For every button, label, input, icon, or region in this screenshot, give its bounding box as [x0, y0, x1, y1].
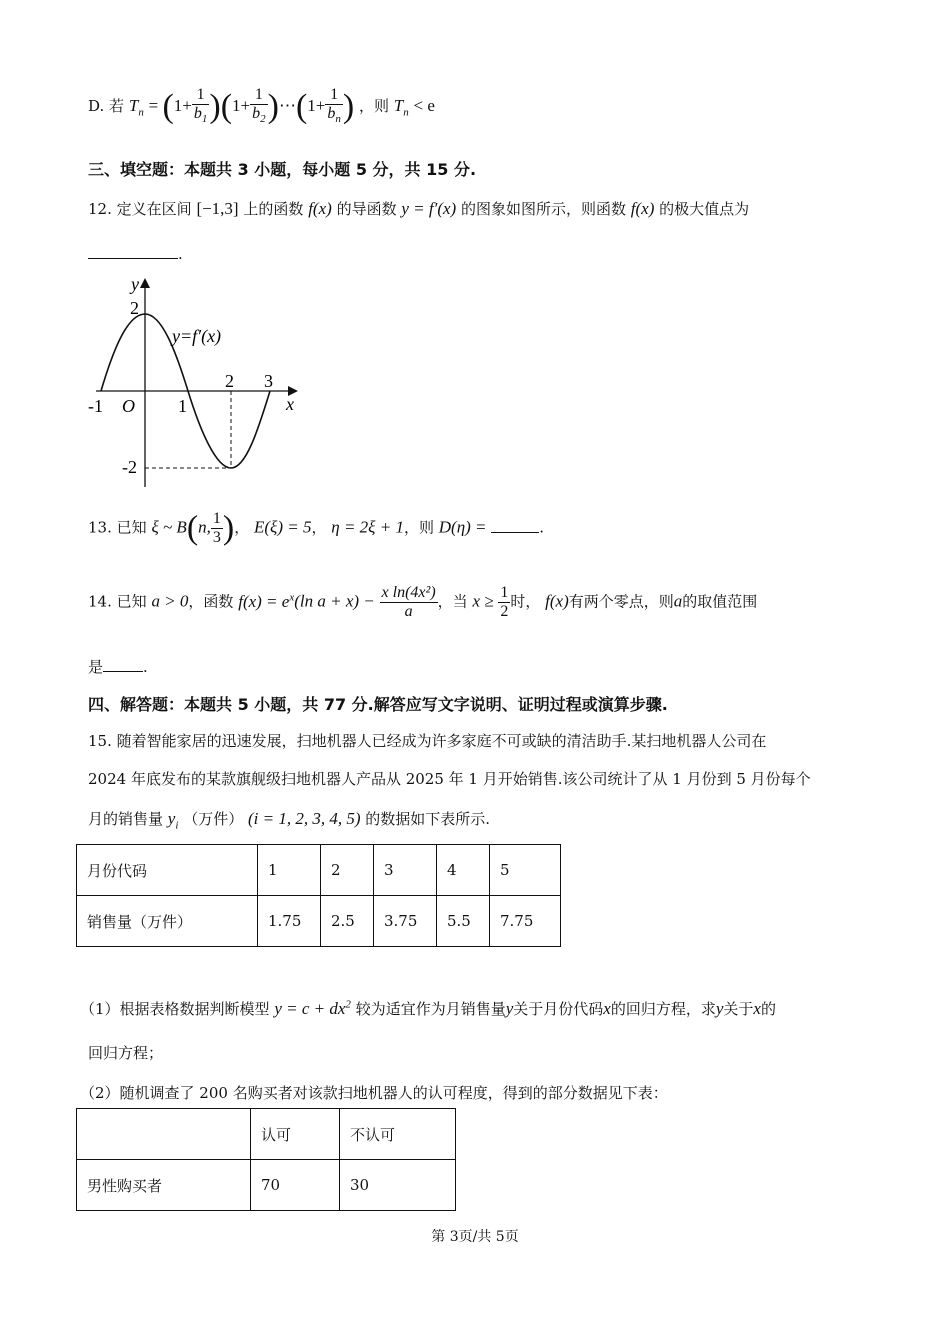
table-cell: 男性购买者 [77, 1160, 251, 1211]
fraction-half: $\frac{1}{2}$ [500, 584, 509, 620]
table-cell: 销售量（万件） [77, 896, 258, 947]
table-cell: 3 [374, 845, 437, 896]
expectation-expr: E(ξ) = 5 [254, 517, 312, 537]
table-cell: 2 [321, 845, 374, 896]
option-d-text: 若 [109, 97, 125, 116]
curve-label: y=f′(x) [172, 326, 222, 346]
binomial-expr: ξ ~ B [151, 517, 187, 537]
function-expr-2: (ln a + x) − [294, 591, 375, 611]
q15-line-3 [88, 808, 490, 831]
param-a: a [673, 591, 683, 611]
tick-label-x2: 2 [225, 371, 234, 391]
sales-table [76, 844, 561, 947]
part1-text: 关于月份代码 [513, 1000, 604, 1018]
part1-text: 关于 [723, 1000, 754, 1018]
part1-text: 的回归方程，求 [610, 1000, 716, 1018]
eta-expr: η = 2ξ + 1 [331, 517, 404, 537]
table-cell: 5 [490, 845, 561, 896]
function-f: f(x) [308, 199, 332, 218]
blank [103, 671, 143, 672]
q15-line-2: 2024 年底发布的某款旗舰级扫地机器人产品从 2025 年 1 月开始销售.该公司统计了从 1 月份到 5 月份每个 [88, 770, 811, 788]
tick-label-minus-1: -1 [88, 396, 103, 416]
derivative-graph [86, 272, 306, 494]
one-plus: 1+ [307, 96, 326, 116]
question-12 [88, 198, 749, 219]
tn-symbol: $T_n$ [128, 96, 144, 119]
fraction-b1: $\frac{1}{b_1}$ [193, 86, 208, 126]
q14-text: 时， [510, 592, 541, 611]
function-expr: $f(x) = e^x$ [238, 590, 295, 611]
period: . [539, 518, 545, 537]
var-x: x [753, 999, 761, 1018]
table-cell: 3.75 [374, 896, 437, 947]
q13-text: 已知 [116, 518, 147, 537]
table-cell: 不认可 [340, 1109, 456, 1160]
q12-text: 的导函数 [336, 200, 397, 218]
q14-text: 是 [88, 658, 104, 676]
paren: ( [295, 88, 308, 126]
q15-line-1: 15. 随着智能家居的迅速发展，扫地机器人已经成为许多家庭不可或缺的清洁助手.某扫地机器人公司在 [88, 732, 767, 750]
part1-text: 较为适宜作为月销售量 [355, 1000, 506, 1018]
tick-label-2: 2 [130, 298, 139, 318]
table-cell: 认可 [251, 1109, 340, 1160]
param-n: n, [198, 517, 211, 537]
q15-text: 的数据如下表所示. [365, 810, 491, 828]
question-number: 14. [88, 592, 112, 611]
table-row [77, 845, 561, 896]
model-expr: $y = c + dx^2$ [274, 998, 351, 1018]
fraction-xln: $\frac{\text{x ln(4x²)}}{a}$ [381, 584, 436, 620]
part-1-line-1 [80, 998, 776, 1019]
fraction-bn: $\frac{1}{b_n}$ [327, 86, 341, 126]
interval: [−1,3] [196, 199, 239, 218]
then-text: ，则 [358, 97, 389, 116]
yi-symbol: $y_i$ [167, 809, 179, 832]
paren: ) [342, 88, 355, 126]
var-y: y [715, 999, 724, 1018]
function-f: f(x) [545, 591, 569, 611]
x-axis-label: x [286, 394, 294, 414]
q14-text: 已知 [116, 592, 147, 611]
part1-text: 的 [760, 1000, 776, 1018]
table-cell: 5.5 [437, 896, 490, 947]
table-cell: 1.75 [258, 896, 321, 947]
blank [88, 258, 178, 259]
part-1-line-2: 回归方程； [88, 1044, 164, 1062]
q14-text: ，函数 [188, 592, 234, 611]
paren: ) [222, 509, 235, 547]
comma: ， [234, 518, 250, 537]
paren: ( [220, 88, 233, 126]
answer-blank-12 [88, 245, 183, 263]
function-f: f(x) [630, 199, 655, 218]
tn-symbol: $T_n$ [393, 96, 409, 119]
table-cell: 70 [251, 1160, 340, 1211]
question-14 [88, 584, 757, 634]
fraction-one-third: $\frac{1}{3}$ [212, 510, 221, 546]
paren: ( [186, 509, 199, 547]
table-cell: 7.75 [490, 896, 561, 947]
table-row [77, 1160, 456, 1211]
ellipsis: ⋯ [278, 96, 296, 116]
q14-text: 的取值范围 [682, 592, 758, 611]
one-plus: 1+ [232, 96, 251, 116]
table-cell: 2.5 [321, 896, 374, 947]
option-label: D. [88, 97, 105, 116]
table-cell [77, 1109, 251, 1160]
table-row [77, 1109, 456, 1160]
variance-expr: D(η) = [438, 517, 487, 537]
q12-text: 定义在区间 [116, 200, 192, 218]
derivative-expr: y = f′(x) [401, 199, 457, 218]
page-footer: 第 3页/共 5页 [431, 1229, 519, 1245]
table-cell: 4 [437, 845, 490, 896]
question-number: 12. [88, 200, 112, 218]
period: . [143, 658, 148, 676]
blank [491, 532, 539, 533]
y-axis-label: y [131, 274, 139, 294]
paren: ( [162, 88, 174, 126]
section-3-title: 三、填空题：本题共 3 小题，每小题 5 分，共 15 分. [88, 160, 477, 179]
question-number: 13. [88, 518, 112, 537]
equals-sign: = [148, 96, 163, 116]
origin-label: O [122, 396, 135, 416]
q12-text: 上的函数 [243, 200, 304, 218]
table-cell: 月份代码 [77, 845, 258, 896]
fraction-b2: $\frac{1}{b_2}$ [252, 86, 266, 126]
condition-x: x ≥ [472, 591, 494, 611]
index-range: (i = 1, 2, 3, 4, 5) [247, 809, 361, 828]
question-13 [88, 510, 544, 556]
less-than-e: < e [413, 96, 435, 116]
var-y: y [505, 999, 514, 1018]
table-row [77, 896, 561, 947]
q15-text: 月的销售量 [88, 810, 164, 828]
q13-text: ，则 [403, 518, 434, 537]
section-4-title: 四、解答题：本题共 5 小题，共 77 分.解答应写文字说明、证明过程或演算步骤. [88, 695, 668, 714]
answer-blank-14 [88, 656, 148, 677]
q12-text: 的图象如图所示，则函数 [460, 200, 626, 218]
table-cell: 30 [340, 1160, 456, 1211]
y-axis-arrow [140, 278, 150, 288]
part-2-text: （2）随机调查了 200 名购买者对该款扫地机器人的认可程度，得到的部分数据见下表： [80, 1084, 668, 1102]
q14-text: 有两个零点，则 [568, 592, 674, 611]
q15-text: （万件） [183, 810, 244, 828]
part1-text: （1）根据表格数据判断模型 [80, 1000, 270, 1018]
option-d [88, 86, 435, 136]
period: . [178, 245, 183, 263]
one-plus: 1+ [173, 96, 192, 116]
tick-label-1: 1 [178, 396, 187, 416]
var-x: x [603, 999, 611, 1018]
paren: ) [209, 88, 221, 126]
comma: ， [311, 518, 327, 537]
paren: ) [267, 88, 279, 126]
survey-table [76, 1108, 456, 1211]
q14-text: ，当 [437, 592, 468, 611]
table-cell: 1 [258, 845, 321, 896]
tick-label-3: 3 [264, 371, 273, 391]
tick-label-minus-2: -2 [122, 457, 137, 477]
q12-text: 的极大值点为 [659, 200, 750, 218]
condition-a: a > 0 [151, 591, 189, 611]
